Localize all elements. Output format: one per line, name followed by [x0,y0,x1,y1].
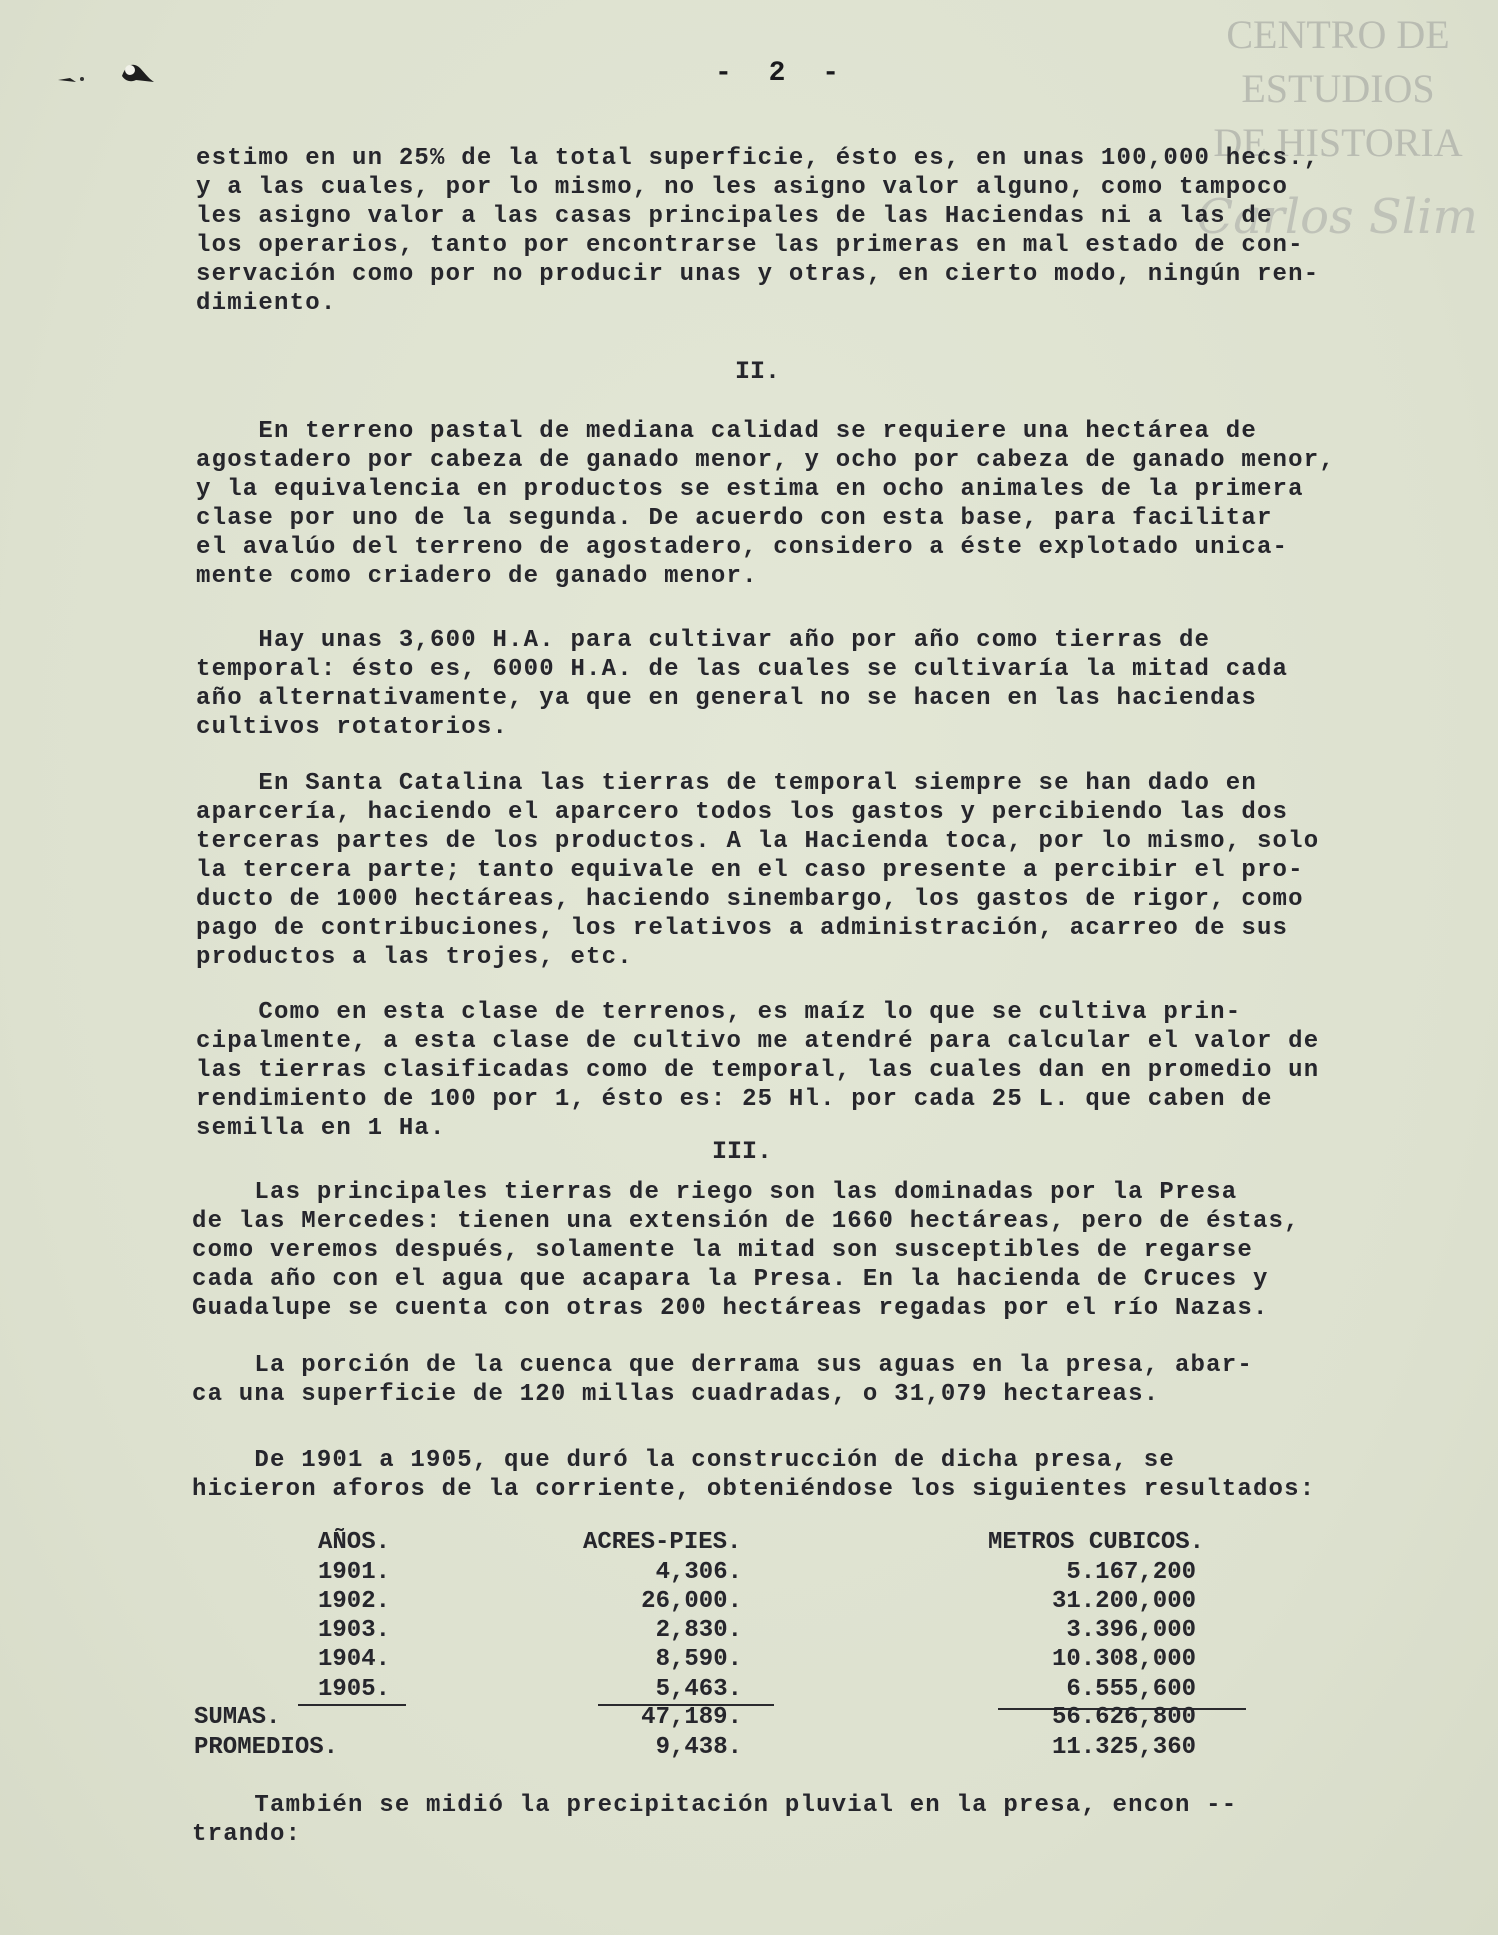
table-row-1902-metros: 31.200,000 [1051,1588,1196,1615]
promedios-acres: 9,438. [655,1734,742,1761]
paragraph-7: La porción de la cuenca que derrama sus aguas en la presa, abar- ca una superficie de 120 millas cuadradas, o 31,079 hectareas. [192,1352,1253,1408]
sumas-acres: 47,189. [641,1704,742,1731]
corner-ink-mark [56,52,166,98]
page-number: - 2 - [715,58,850,89]
paragraph-4: En Santa Catalina las tierras de temporal siempre se han dado en aparcería, haciendo el aparcero todos los gastos y percibiendo las dos terceras partes de los productos. A la Hacienda toca, por lo mismo, solo la tercera parte; tanto equivale en el caso presente a percibir el pro- ducto de 1000 hectáreas, haciendo sinembargo, los gastos de rigor, como pago de contribuciones, los relativos a administración, acarreo de sus productos a las trojes, etc. [196,770,1320,971]
watermark-line-3: DE HISTORIA [1213,120,1463,165]
table-row-1901-year: 1901. [318,1559,391,1586]
table-row-1902-acres: 26,000. [641,1588,742,1615]
table-row-1903-year: 1903. [318,1617,391,1644]
paragraph-3: Hay unas 3,600 H.A. para cultivar año por año como tierras de temporal: ésto es, 6000 H.A. de las cuales se cultivaría la mitad cada año alternativamente, ya que en general no se hacen en las haciendas cultivos rotatorios. [196,627,1289,741]
table-row-1904-year: 1904. [318,1646,391,1673]
header-years: AÑOS. [318,1529,391,1556]
sumas-label: SUMAS. [194,1704,281,1731]
section-heading-iii: III. [712,1137,773,1166]
watermark-line-1: CENTRO DE [1226,12,1450,57]
table-row-1904-acres: 8,590. [655,1646,742,1673]
table-row-1901-acres: 4,306. [655,1559,742,1586]
header-acres: ACRES-PIES. [583,1529,742,1556]
table-row-1905-acres: 5,463. [655,1676,742,1703]
table-row-1903-acres: 2,830. [655,1617,742,1644]
promedios-label: PROMEDIOS. [194,1734,339,1761]
table-row-1905-year: 1905. [318,1676,391,1703]
section-heading-ii: II. [735,357,781,386]
paragraph-9: También se midió la precipitación pluvial en la presa, encon -- trando: [192,1792,1238,1848]
sumas-metros: 56.626,800 [1051,1704,1196,1731]
ink-blot-icon [56,52,166,92]
header-metros: METROS CUBICOS. [988,1529,1205,1556]
table-row-1902-year: 1902. [318,1588,391,1615]
paragraph-8: De 1901 a 1905, que duró la construcción de dicha presa, se hicieron aforos de la corriente, obteniéndose los siguientes resultados: [192,1447,1316,1503]
paragraph-2: En terreno pastal de mediana calidad se requiere una hectárea de agostadero por cabeza de ganado menor, y ocho por cabeza de ganado menor, y la equivalencia en productos se estima en ocho animales de la primera clase por uno de la segunda. De acuerdo con esta base, para facilitar el avalúo del terreno de agostadero, considero a éste explotado unica- mente como criadero de ganado menor. [196,418,1335,590]
table-row-1901-metros: 5.167,200 [1066,1559,1196,1586]
table-row-1905-metros: 6.555,600 [1066,1676,1196,1703]
table-row-1903-metros: 3.396,000 [1066,1617,1196,1644]
watermark-line-2: ESTUDIOS [1241,66,1435,111]
table-row-1904-metros: 10.308,000 [1051,1646,1196,1673]
watermark-signature: Carlos Slim [1196,189,1478,245]
promedios-metros: 11.325,360 [1051,1734,1196,1761]
paragraph-1: estimo en un 25% de la total superficie, ésto es, en unas 100,000 hecs., y a las cuales, por lo mismo, no les asigno valor alguno, como tampoco les asigno valor a las casas principales de las Haciendas ni a las de los operarios, tanto por encontrarse las primeras en mal estado de con- servación como por no producir unas y otras, en cierto modo, ningún ren- dimiento. [196,145,1320,317]
paragraph-5: Como en esta clase de terrenos, es maíz lo que se cultiva prin- cipalmente, a esta clase de cultivo me atendré para calcular el valor de las tierras clasificadas como de temporal, las cuales dan en promedio un rendimiento de 100 por 1, ésto es: 25 Hl. por cada 25 L. que caben de semilla en 1 Ha. [196,999,1320,1142]
paragraph-6: Las principales tierras de riego son las dominadas por la Presa de las Mercedes: tienen una extensión de 1660 hectáreas, pero de éstas, como veremos después, solamente la mitad son susceptibles de regarse cada año con el agua que acapara la Presa. En la hacienda de Cruces y Guadalupe se cuenta con otras 200 hectáreas regadas por el río Nazas. [192,1179,1300,1322]
